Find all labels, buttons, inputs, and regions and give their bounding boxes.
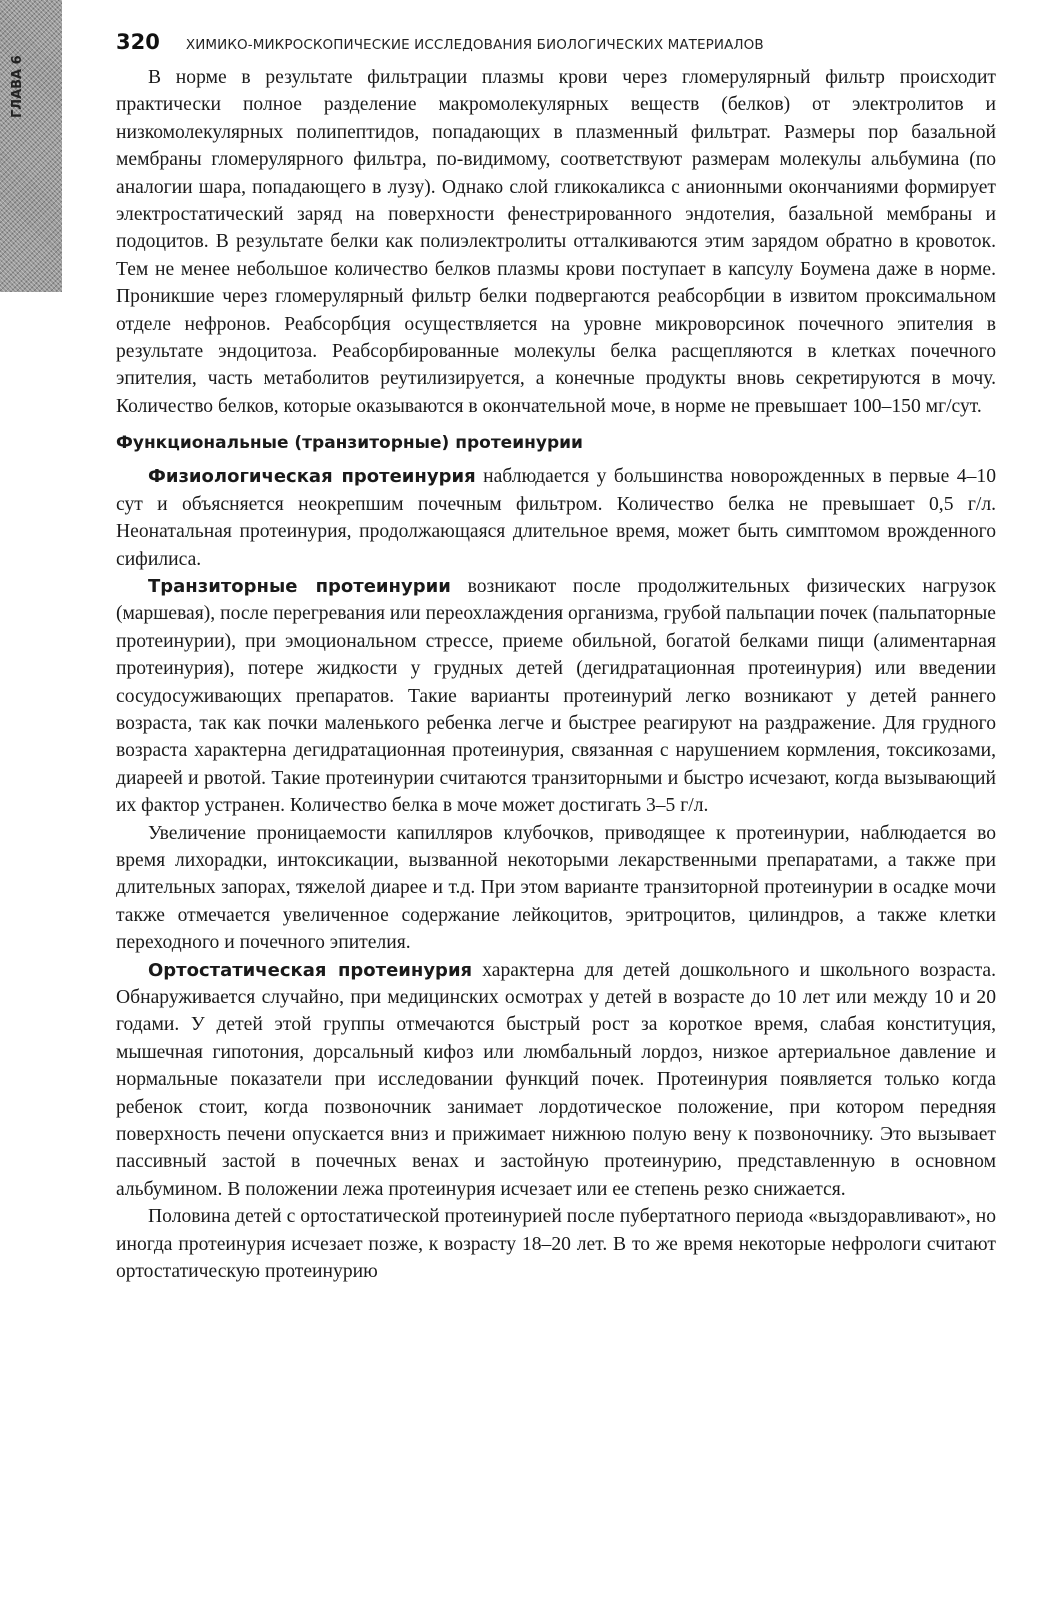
paragraph-intro: В норме в результате фильтрации плазмы крови через гломерулярный фильтр происходит практически полное разделение макромолекулярных веществ (белков) от электролитов и низкомолекулярных полипептидов, попадающих в плазменный фильтрат. Размеры пор базальной мембраны гломерулярного фильтра, по-видимому, соответствуют размерам молекулы альбумина (по аналогии шара, попадающего в лузу). Однако слой гликокаликса с анионными окончаниями формирует электростатический заряд на поверхности фенестрированного эндотелия, базальной мембраны и подоцитов. В результате белки как полиэлектролиты отталкиваются этим зарядом обратно в кровоток. Тем не менее небольшое количество белков плазмы крови поступает в капсулу Боумена даже в норме. Проникшие через гломерулярный фильтр белки подвергаются реабсорбции в извитом проксимальном отделе нефронов. Реабсорбция осуществляется на уровне микроворсинок почечного эпителия в результате эндоцитоза. Реабсорбированные молекулы белка расщепляются в клетках почечного эпителия, часть метаболитов реутилизируется, а конечные продукты вновь секретируются в мочу. Количество белков, которые оказываются в окончательной моче, в норме не превышает 100–150 мг/сут.	[116, 67, 996, 417]
term-orthostatic: Ортостатическая протеинурия	[148, 959, 473, 981]
page-header	[116, 30, 1006, 60]
page-number: 320	[116, 30, 160, 54]
paragraph-capillary-permeability: Увеличение проницаемости капилляров клубочков, приводящее к протеинурии, наблюдается во время лихорадки, интоксикации, вызванной некоторыми лекарственными препаратами, а также при длительных запорах, тяжелой диарее и т.д. При этом варианте транзиторной протеинурии в осадке мочи также отмечается увеличенное содержание лейкоцитов, эритроцитов, цилиндров, а также клетки переходного и почечного эпителия.	[116, 822, 996, 954]
term-transient: Транзиторные протеинурии	[148, 575, 451, 597]
section-heading: Функциональные (транзиторные) протеинурии	[116, 433, 583, 454]
paragraph-transient	[116, 573, 996, 820]
paragraph-puberty: Половина детей с ортостатической протеинурией после пубертатного периода «выздоравливают», но иногда протеинурия исчезает позже, к возрасту 18–20 лет. В то же время некоторые нефрологи считают ортостатическую протеинурию	[116, 1206, 996, 1283]
paragraph-orthostatic	[116, 957, 996, 1204]
chapter-tab-label: ГЛАВА 6	[10, 55, 25, 118]
paragraph-transient-text: возникают после продолжительных физических нагрузок (маршевая), после перегревания или переохлаждения организма, грубой пальпации почек (пальпаторные протеинурии), при эмоциональном стрессе, приеме обильной, богатой белками пищи (алиментарная протеинурия), потере жидкости у грудных детей (дегидратационная протеинурия) или введении сосудосуживающих препаратов. Такие варианты протеинурий легко возникают у детей раннего возраста, так как почки маленького ребенка легче и быстрее реагируют на раздражение. Для грудного возраста характерна дегидратационная протеинурия, связанная с нарушением кормления, токсикозами, диареей и рвотой. Такие протеинурии считаются транзиторными и быстро исчезают, когда вызывающий их фактор устранен. Количество белка в моче может достигать 3–5 г/л.	[116, 575, 996, 817]
paragraph-orthostatic-text: характерна для детей дошкольного и школьного возраста. Обнаруживается случайно, при медицинских осмотрах у детей в возрасте до 10 лет или между 10 и 20 годами. У детей этой группы отмечаются быстрый рост за короткое время, слабая конституция, мышечная гипотония, дорсальный кифоз или люмбальный лордоз, низкое артериальное давление и нормальные показатели при исследовании функций почек. Протеинурия появляется только когда ребенок стоит, когда позвоночник занимает лордотическое положение, при котором передняя поверхность печени опускается вниз и прижимает нижнюю полую вену к позвоночнику. Это вызывает пассивный застой в почечных венах и застойную протеинурию, представленную в основном альбумином. В положении лежа протеинурия исчезает или ее степень резко снижается.	[116, 959, 996, 1200]
term-physiological: Физиологическая протеинурия	[148, 466, 476, 488]
chapter-side-tab	[0, 0, 62, 292]
paragraph-physiological-text: наблюдается у большинства новорожденных в первые 4–10 сут и объясняется неокрепшим почечным фильтром. Количество белка не превышает 0,5 г/л. Неонатальная протеинурия, продолжающаяся длительное время, может быть симптомом врожденного сифилиса.	[116, 466, 996, 570]
paragraph-physiological	[116, 463, 996, 573]
page-body	[116, 64, 996, 1285]
running-title: ХИМИКО-МИКРОСКОПИЧЕСКИЕ ИССЛЕДОВАНИЯ БИОЛОГИЧЕСКИХ МАТЕРИАЛОВ	[185, 37, 764, 53]
